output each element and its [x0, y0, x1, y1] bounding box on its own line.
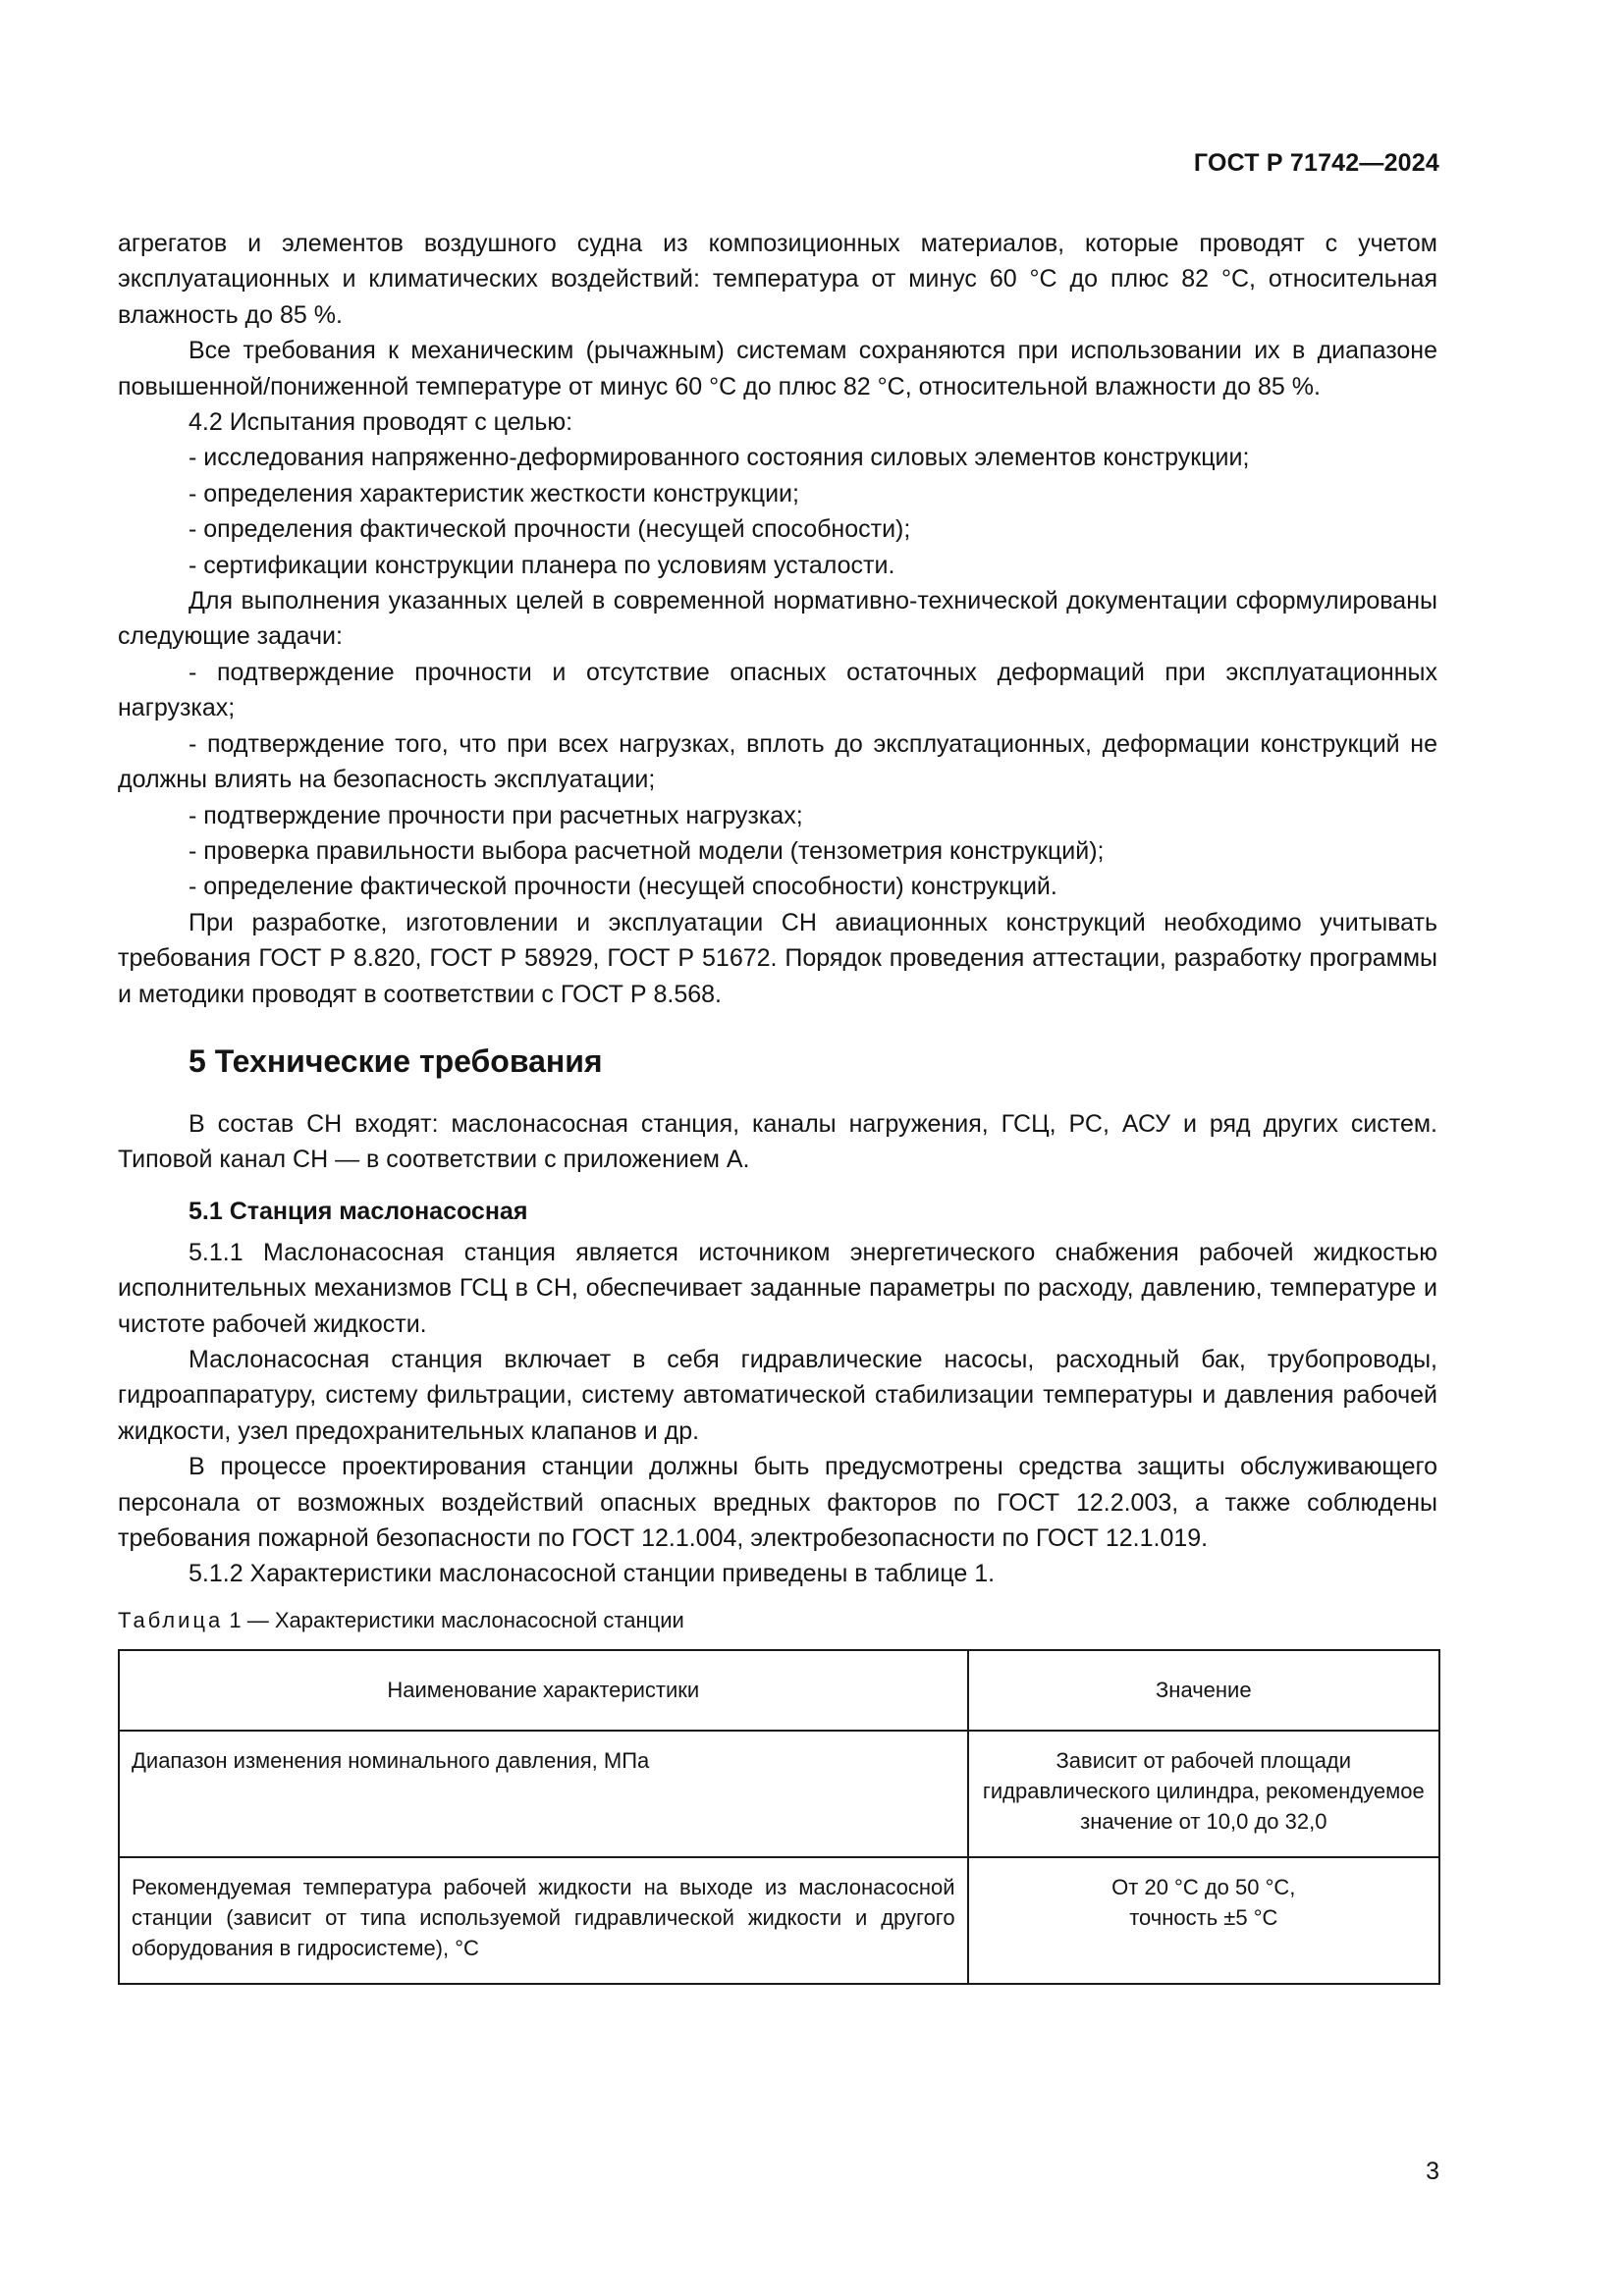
table-row — [119, 1857, 1439, 1984]
clause-5-1-1: 5.1.1 Маслонасосная станция является источником энергетического снабжения рабочей жидкостью исполнительных механизмов ГСЦ в СН, обеспечивает заданные параметры по расходу, давлению, температуре и чистоте рабочей жидкости. — [118, 1238, 1437, 1338]
paragraph: Все требования к механическим (рычажным) системам сохраняются при использовании их в диапазоне повышенной/пониженной температуре от минус 60 °С до плюс 82 °С, относительной влажности до 85 %. — [118, 337, 1437, 400]
list-item: - исследования напряженно-деформированного состояния силовых элементов конструкции; — [189, 444, 1250, 472]
paragraph: агрегатов и элементов воздушного судна из композиционных материалов, которые проводят с учетом эксплуатационных и климатических воздействий: температура от минус 60 °С до плюс 82 °С, относительная влажность до 85 %. — [118, 230, 1437, 329]
table-caption — [118, 1606, 1437, 1635]
table-row — [119, 1731, 1439, 1857]
page-number: 3 — [1426, 2158, 1439, 2185]
list-item: - определения характеристик жесткости конструкции; — [189, 479, 799, 507]
paragraph: Маслонасосная станция включает в себя гидравлические насосы, расходный бак, трубопроводы, гидроаппаратуру, систему фильтрации, систему автоматической стабилизации температуры и давления рабочей жидкости, узел предохранительных клапанов и др. — [118, 1345, 1437, 1445]
table-header-name: Наименование характеристики — [119, 1650, 968, 1731]
value-line: От 20 °С до 50 °С, — [1111, 1874, 1296, 1899]
section-5-1-heading: 5.1 Станция маслонасосная — [189, 1197, 528, 1225]
list-item: - подтверждение прочности при расчетных нагрузках; — [189, 801, 803, 829]
table-cell-name: Диапазон изменения номинального давления, МПа — [119, 1731, 968, 1857]
table-cell-name: Рекомендуемая температура рабочей жидкости на выходе из маслонасосной станции (зависит от типа используемой гидравлической жидкости и другого оборудования в гидросистеме), °С — [119, 1857, 968, 1984]
list-item: - определение фактической прочности (несущей способности) конструкций. — [189, 873, 1057, 901]
paragraph: В процессе проектирования станции должны быть предусмотрены средства защиты обслуживающего персонала от возможных воздействий опасных вредных факторов по ГОСТ 12.2.003, а также соблюдены требования пожарной безопасности по ГОСТ 12.1.004, электробезопасности по ГОСТ 12.1.019. — [118, 1453, 1437, 1552]
paragraph: Для выполнения указанных целей в современной нормативно-технической документации сформулированы следующие задачи: — [118, 587, 1437, 651]
section-5-heading: 5 Технические требования — [189, 1042, 603, 1079]
paragraph: При разработке, изготовлении и эксплуатации СН авиационных конструкций необходимо учитывать требования ГОСТ Р 8.820, ГОСТ Р 58929, ГОСТ Р 51672. Порядок проведения аттестации, разработку программы и методики проводят в соответствии с ГОСТ Р 8.568. — [118, 908, 1437, 1008]
list-item: - проверка правильности выбора расчетной модели (тензометрия конструкций); — [189, 836, 1105, 865]
table-header-value: Значение — [968, 1650, 1439, 1731]
section-5-intro: В состав СН входят: маслонасосная станция, каналы нагружения, ГСЦ, РС, АСУ и ряд других систем. Типовой канал СН — в соответствии с приложением А. — [118, 1109, 1437, 1174]
document-header: ГОСТ Р 71742—2024 — [1193, 149, 1439, 177]
list-item: - подтверждение того, что при всех нагрузках, вплоть до эксплуатационных, деформации конструкций не должны влиять на безопасность эксплуатации; — [118, 729, 1437, 794]
table-caption-text: 1 — Характеристики маслонасосной станции — [229, 1607, 684, 1632]
page-content — [118, 226, 1437, 1985]
list-item: - подтверждение прочности и отсутствие опасных остаточных деформаций при эксплуатационных нагрузках; — [118, 658, 1437, 722]
clause-5-1-2: 5.1.2 Характеристики маслонасосной станции приведены в таблице 1. — [189, 1560, 996, 1588]
list-item: - сертификации конструкции планера по условиям усталости. — [189, 551, 895, 579]
list-item: - определения фактической прочности (несущей способности); — [189, 515, 911, 544]
table-header-row — [119, 1650, 1439, 1731]
table-cell-value: Зависит от рабочей площади гидравлического цилиндра, рекомендуемое значение от 10,0 до 32,0 — [968, 1731, 1439, 1857]
value-line: точность ±5 °С — [1129, 1904, 1278, 1930]
table-caption-label: Таблица — [118, 1607, 224, 1632]
characteristics-table — [118, 1649, 1440, 1985]
clause-4-2: 4.2 Испытания проводят с целью: — [189, 408, 573, 437]
table-cell-value — [968, 1857, 1439, 1984]
